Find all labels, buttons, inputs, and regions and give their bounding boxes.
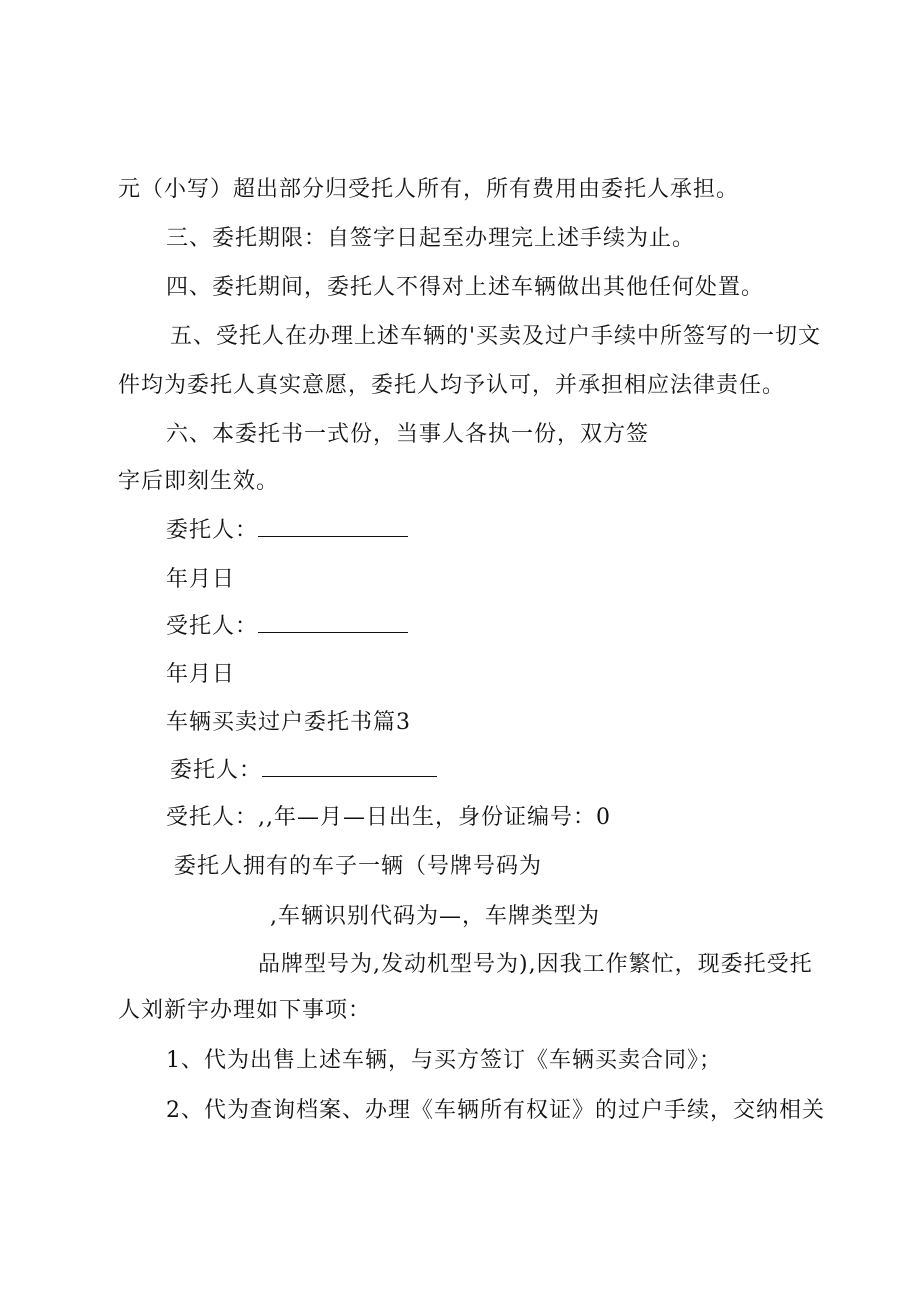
signature-label: 受托人： xyxy=(166,614,259,639)
list-item: 1、代为出售上述车辆，与买方签订《车辆买卖合同》； xyxy=(166,1048,722,1073)
text-line: 元（小写）超出部分归受托人所有，所有费用由委托人承担。 xyxy=(118,177,740,202)
signature-line-principal xyxy=(166,516,408,546)
text-line: 四、委托期间，委托人不得对上述车辆做出其他任何处置。 xyxy=(166,275,765,300)
signature-blank xyxy=(258,614,408,633)
section-heading: 车辆买卖过户委托书篇3 xyxy=(166,710,411,735)
date-line: 年月日 xyxy=(166,567,236,592)
signature-line-agent xyxy=(166,612,408,642)
text-line: 字后即刻生效。 xyxy=(118,469,280,494)
text-line: 品牌型号为,发动机型号为),因我工作繁忙，现委托受托 xyxy=(258,952,813,977)
signature-label: 委托人： xyxy=(166,518,259,543)
text-line: ,车辆识别代码为—，车牌类型为 xyxy=(270,904,600,929)
signature-line-principal-2 xyxy=(170,756,437,786)
text-line: 五、受托人在办理上述车辆的'买卖及过户手续中所签写的一切文 xyxy=(170,324,822,349)
text-line: 受托人：,,年—月—日出生，身份证编号：0 xyxy=(166,805,611,830)
text-line: 委托人拥有的车子一辆（号牌号码为 xyxy=(174,854,543,879)
signature-blank xyxy=(258,518,408,537)
list-item: 2、代为查询档案、办理《车辆所有权证》的过户手续，交纳相关 xyxy=(166,1098,825,1123)
text-line: 三、委托期限：自签字日起至办理完上述手续为止。 xyxy=(166,226,696,251)
text-line: 件均为委托人真实意愿，委托人均予认可，并承担相应法律责任。 xyxy=(118,373,786,398)
signature-label: 委托人： xyxy=(170,758,263,783)
date-line: 年月日 xyxy=(166,662,236,687)
text-line: 六、本委托书一式份，当事人各执一份，双方签 xyxy=(166,422,650,447)
signature-blank xyxy=(262,758,437,777)
text-line: 人刘新宇办理如下事项： xyxy=(118,998,372,1023)
